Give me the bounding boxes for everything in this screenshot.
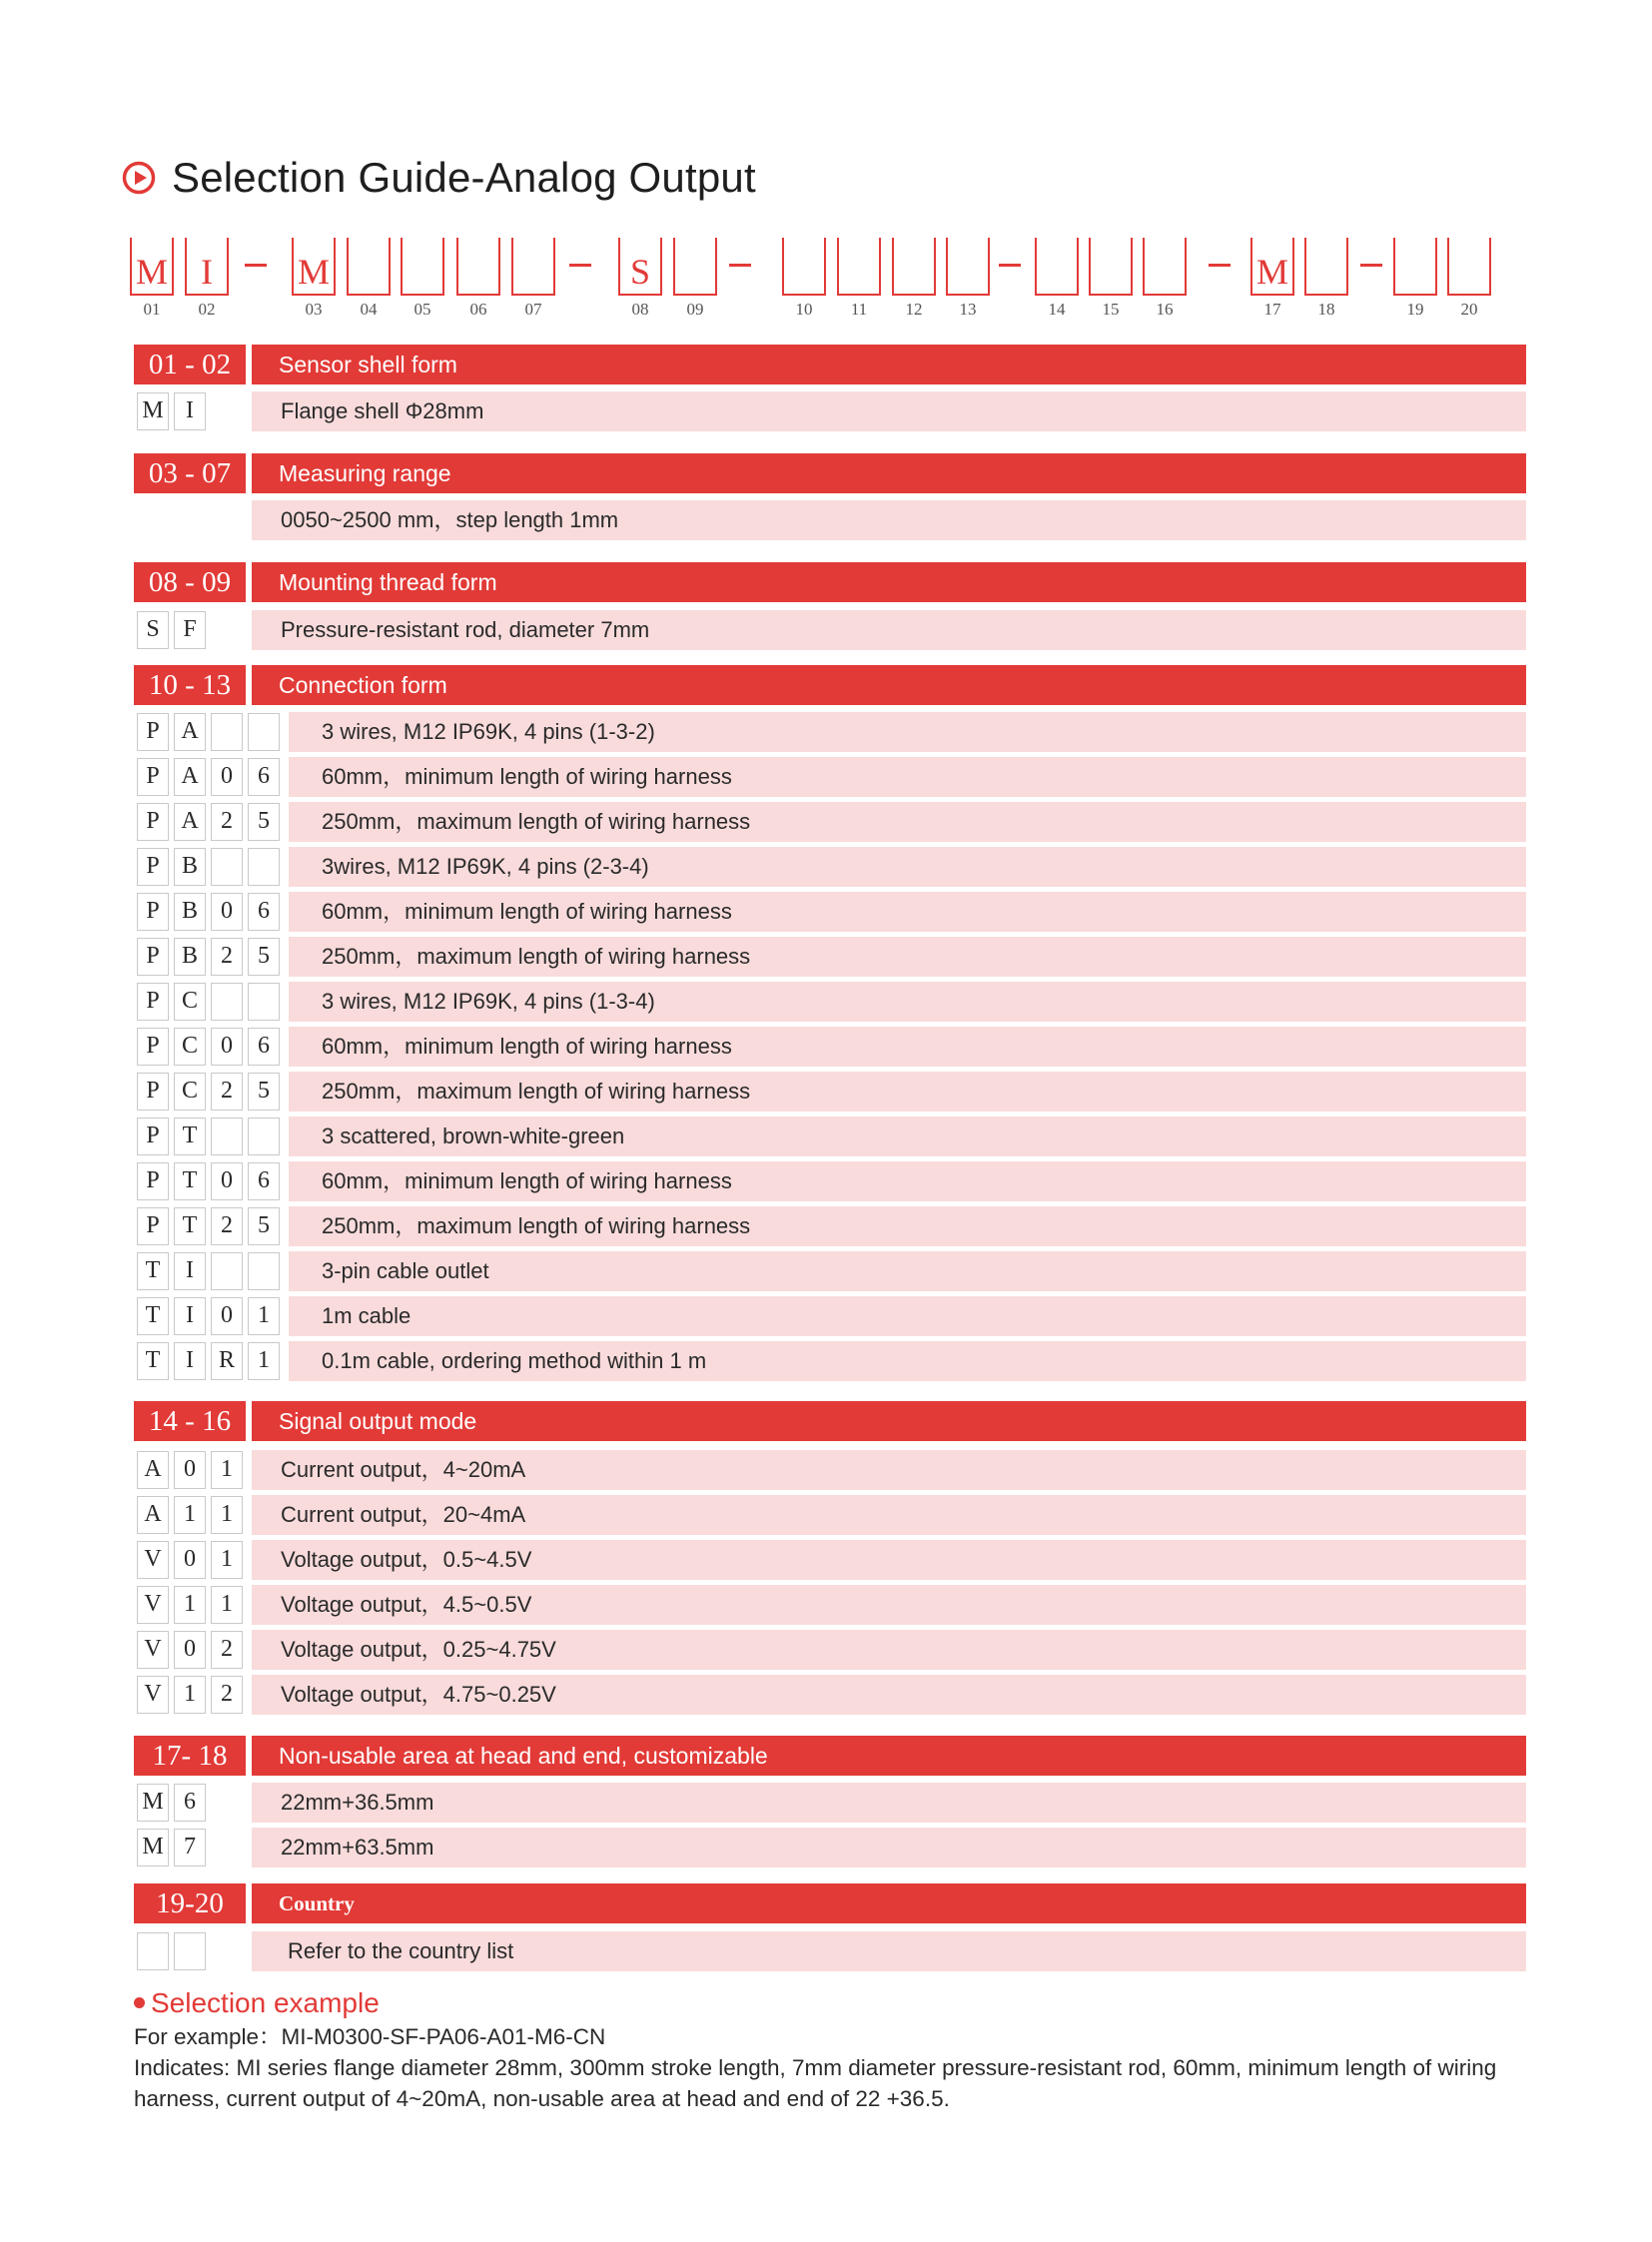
option-description: 60mm，minimum length of wiring harness <box>322 899 732 924</box>
code-box <box>211 848 243 886</box>
code-slot-number: 02 <box>198 300 216 319</box>
option-row <box>252 1828 1526 1868</box>
code-box: P <box>137 1073 169 1111</box>
code-box: T <box>174 1118 206 1155</box>
code-box: 0 <box>211 1028 243 1066</box>
code-box: M <box>137 392 169 430</box>
code-box: 7 <box>174 1829 206 1867</box>
code-box: T <box>137 1252 169 1290</box>
code-slot-number: 08 <box>631 300 649 319</box>
code-box: V <box>137 1541 169 1579</box>
code-box: P <box>137 758 169 796</box>
option-description: 250mm，maximum length of wiring harness <box>322 944 751 969</box>
code-box: 0 <box>211 1297 243 1335</box>
code-slot-03 <box>292 238 336 296</box>
code-box: M <box>137 1829 169 1867</box>
code-box: 6 <box>248 1028 280 1066</box>
selection-example <box>134 1985 1532 2114</box>
code-slot-number: 20 <box>1460 300 1478 319</box>
code-box: P <box>137 938 169 976</box>
code-slot-17 <box>1250 238 1294 296</box>
code-box: A <box>174 758 206 796</box>
code-box: P <box>137 1118 169 1155</box>
code-slot-number: 06 <box>469 300 487 319</box>
code-box: I <box>174 1342 206 1380</box>
code-box <box>174 1932 206 1970</box>
code-box <box>248 1252 280 1290</box>
code-box: I <box>174 392 206 430</box>
option-description: 250mm，maximum length of wiring harness <box>322 809 751 834</box>
option-description: Pressure-resistant rod, diameter 7mm <box>281 617 650 642</box>
section-title: Country <box>252 1883 1526 1923</box>
code-box: 2 <box>211 1676 243 1714</box>
section-title: Sensor shell form <box>252 345 1526 384</box>
code-box: P <box>137 1162 169 1200</box>
option-description: 3 wires, M12 IP69K, 4 pins (1-3-4) <box>322 989 655 1014</box>
section-title: Connection form <box>252 665 1526 705</box>
option-row <box>289 1296 1526 1336</box>
code-box: 2 <box>211 1073 243 1111</box>
code-box: T <box>137 1297 169 1335</box>
section-code: 08 - 09 <box>134 562 246 602</box>
page-title: Selection Guide-Analog Output <box>172 154 756 201</box>
code-slot-12 <box>892 238 936 296</box>
code-box <box>248 713 280 751</box>
code-slot-04 <box>347 238 391 296</box>
code-slot-char: M <box>135 252 168 292</box>
code-box <box>211 983 243 1021</box>
code-box: P <box>137 983 169 1021</box>
code-box: 0 <box>174 1541 206 1579</box>
code-box: 2 <box>211 1207 243 1245</box>
code-box: P <box>137 893 169 931</box>
code-box: V <box>137 1631 169 1669</box>
code-box: 5 <box>248 1073 280 1111</box>
code-box: 6 <box>248 1162 280 1200</box>
code-box: 6 <box>174 1784 206 1822</box>
code-separator-dash <box>1209 264 1231 267</box>
option-description: 3 wires, M12 IP69K, 4 pins (1-3-2) <box>322 719 655 744</box>
code-slot-number: 13 <box>959 300 977 319</box>
code-box: M <box>137 1784 169 1822</box>
code-slot-char: M <box>1255 252 1288 292</box>
code-box: C <box>174 1028 206 1066</box>
option-description: 0050~2500 mm，step length 1mm <box>281 507 619 532</box>
code-box: B <box>174 893 206 931</box>
option-row <box>252 1783 1526 1823</box>
code-box: R <box>211 1342 243 1380</box>
code-box <box>137 1932 169 1970</box>
code-box: 1 <box>211 1451 243 1489</box>
code-box: 1 <box>174 1676 206 1714</box>
code-box: P <box>137 803 169 841</box>
option-description: 22mm+63.5mm <box>281 1835 434 1860</box>
code-box: 1 <box>211 1496 243 1534</box>
section-title: Measuring range <box>252 453 1526 493</box>
code-slot-number: 05 <box>413 300 431 319</box>
code-box: I <box>174 1297 206 1335</box>
code-box: S <box>137 611 169 649</box>
code-slot-number: 10 <box>795 300 813 319</box>
option-description: 250mm，maximum length of wiring harness <box>322 1079 751 1104</box>
code-box: C <box>174 1073 206 1111</box>
code-slot-20 <box>1447 238 1491 296</box>
code-box: P <box>137 848 169 886</box>
option-description: 22mm+36.5mm <box>281 1790 434 1815</box>
code-slot-char: S <box>629 252 651 292</box>
code-box: T <box>174 1207 206 1245</box>
code-slot-13 <box>946 238 990 296</box>
option-description: Current output，4~20mA <box>281 1457 526 1482</box>
code-box: 0 <box>211 758 243 796</box>
code-box: 5 <box>248 1207 280 1245</box>
code-box: T <box>137 1342 169 1380</box>
code-slot-number: 19 <box>1406 300 1424 319</box>
code-slot-number: 11 <box>850 300 868 319</box>
code-box: 6 <box>248 893 280 931</box>
code-slot-number: 04 <box>360 300 378 319</box>
code-box: 0 <box>174 1451 206 1489</box>
code-slot-01 <box>130 238 174 296</box>
section-code: 03 - 07 <box>134 453 246 493</box>
code-slot-11 <box>837 238 881 296</box>
code-box: 5 <box>248 803 280 841</box>
code-box: 1 <box>174 1496 206 1534</box>
example-heading: Selection example <box>134 1985 1532 2021</box>
option-description: Voltage output，0.5~4.5V <box>281 1547 532 1572</box>
code-slot-number: 15 <box>1102 300 1120 319</box>
section-code: 17- 18 <box>134 1736 246 1776</box>
code-slot-16 <box>1143 238 1187 296</box>
code-slot-09 <box>673 238 717 296</box>
code-slot-15 <box>1089 238 1133 296</box>
code-box: 0 <box>211 893 243 931</box>
bullet-icon <box>134 1997 145 2008</box>
code-box: A <box>174 713 206 751</box>
code-slot-18 <box>1304 238 1348 296</box>
option-description: 3wires, M12 IP69K, 4 pins (2-3-4) <box>322 854 649 879</box>
code-box <box>211 1118 243 1155</box>
code-box: 0 <box>174 1631 206 1669</box>
example-line: For example：MI-M0300-SF-PA06-A01-M6-CN <box>134 2024 606 2049</box>
section-code: 14 - 16 <box>134 1401 246 1441</box>
code-separator-dash <box>729 264 751 267</box>
code-box: B <box>174 938 206 976</box>
code-box: 1 <box>211 1586 243 1624</box>
code-box: A <box>137 1451 169 1489</box>
option-description: 3-pin cable outlet <box>322 1258 489 1283</box>
code-slot-number: 09 <box>686 300 704 319</box>
option-description: 3 scattered, brown-white-green <box>322 1123 625 1148</box>
code-box <box>211 713 243 751</box>
option-description: Voltage output，0.25~4.75V <box>281 1637 556 1662</box>
code-slot-07 <box>511 238 555 296</box>
code-separator-dash <box>999 264 1021 267</box>
code-box: T <box>174 1162 206 1200</box>
code-box: 0 <box>211 1162 243 1200</box>
section-code: 19-20 <box>134 1883 246 1923</box>
code-slot-02 <box>185 238 229 296</box>
code-box <box>248 983 280 1021</box>
code-box: 6 <box>248 758 280 796</box>
option-description: 0.1m cable, ordering method within 1 m <box>322 1348 707 1373</box>
code-box: I <box>174 1252 206 1290</box>
option-description: 60mm，minimum length of wiring harness <box>322 1034 732 1059</box>
code-box <box>248 848 280 886</box>
code-box: P <box>137 1028 169 1066</box>
section-title: Signal output mode <box>252 1401 1526 1441</box>
code-box: V <box>137 1586 169 1624</box>
part-number-code-strip <box>0 0 1652 330</box>
code-box: 2 <box>211 938 243 976</box>
code-box: A <box>174 803 206 841</box>
code-box: P <box>137 1207 169 1245</box>
code-slot-number: 12 <box>905 300 923 319</box>
code-slot-char: M <box>297 252 330 292</box>
code-slot-number: 03 <box>305 300 323 319</box>
option-description: Current output，20~4mA <box>281 1502 526 1527</box>
code-slot-char: I <box>201 252 213 292</box>
code-separator-dash <box>245 264 267 267</box>
code-slot-08 <box>618 238 662 296</box>
code-slot-10 <box>782 238 826 296</box>
code-box: 2 <box>211 1631 243 1669</box>
code-box: F <box>174 611 206 649</box>
option-description: 1m cable <box>322 1303 412 1328</box>
code-box: 1 <box>248 1297 280 1335</box>
code-slot-number: 14 <box>1048 300 1066 319</box>
option-description: Refer to the country list <box>288 1938 514 1963</box>
section-code: 01 - 02 <box>134 345 246 384</box>
option-description: 60mm，minimum length of wiring harness <box>322 764 732 789</box>
code-box: 1 <box>248 1342 280 1380</box>
code-box <box>211 1252 243 1290</box>
code-slot-06 <box>456 238 500 296</box>
code-box: 1 <box>174 1586 206 1624</box>
option-description: Flange shell Φ28mm <box>281 398 484 423</box>
option-description: Voltage output，4.5~0.5V <box>281 1592 532 1617</box>
code-box: P <box>137 713 169 751</box>
code-slot-19 <box>1393 238 1437 296</box>
code-slot-number: 16 <box>1156 300 1174 319</box>
section-title: Non-usable area at head and end, customizable <box>252 1736 1526 1776</box>
code-box <box>248 1118 280 1155</box>
section-code: 10 - 13 <box>134 665 246 705</box>
code-box: B <box>174 848 206 886</box>
code-box: 1 <box>211 1541 243 1579</box>
code-separator-dash <box>569 264 591 267</box>
option-description: 60mm，minimum length of wiring harness <box>322 1168 732 1193</box>
code-box: 2 <box>211 803 243 841</box>
option-description: Voltage output，4.75~0.25V <box>281 1682 556 1707</box>
section-title: Mounting thread form <box>252 562 1526 602</box>
code-box: A <box>137 1496 169 1534</box>
code-slot-number: 17 <box>1263 300 1281 319</box>
example-description-cont: harness, current output of 4~20mA, non-usable area at head and end of 22 +36.5. <box>134 2086 950 2111</box>
code-separator-dash <box>1360 264 1382 267</box>
code-slot-number: 07 <box>524 300 542 319</box>
option-description: 250mm，maximum length of wiring harness <box>322 1213 751 1238</box>
code-slot-05 <box>401 238 444 296</box>
code-box: V <box>137 1676 169 1714</box>
code-slot-14 <box>1035 238 1079 296</box>
code-slot-number: 01 <box>143 300 161 319</box>
code-box: C <box>174 983 206 1021</box>
code-slot-number: 18 <box>1317 300 1335 319</box>
example-description: Indicates: MI series flange diameter 28mm, 300mm stroke length, 7mm diameter pressure-resistant rod, 60mm, minimum length of wiring <box>134 2055 1497 2080</box>
code-box: 5 <box>248 938 280 976</box>
